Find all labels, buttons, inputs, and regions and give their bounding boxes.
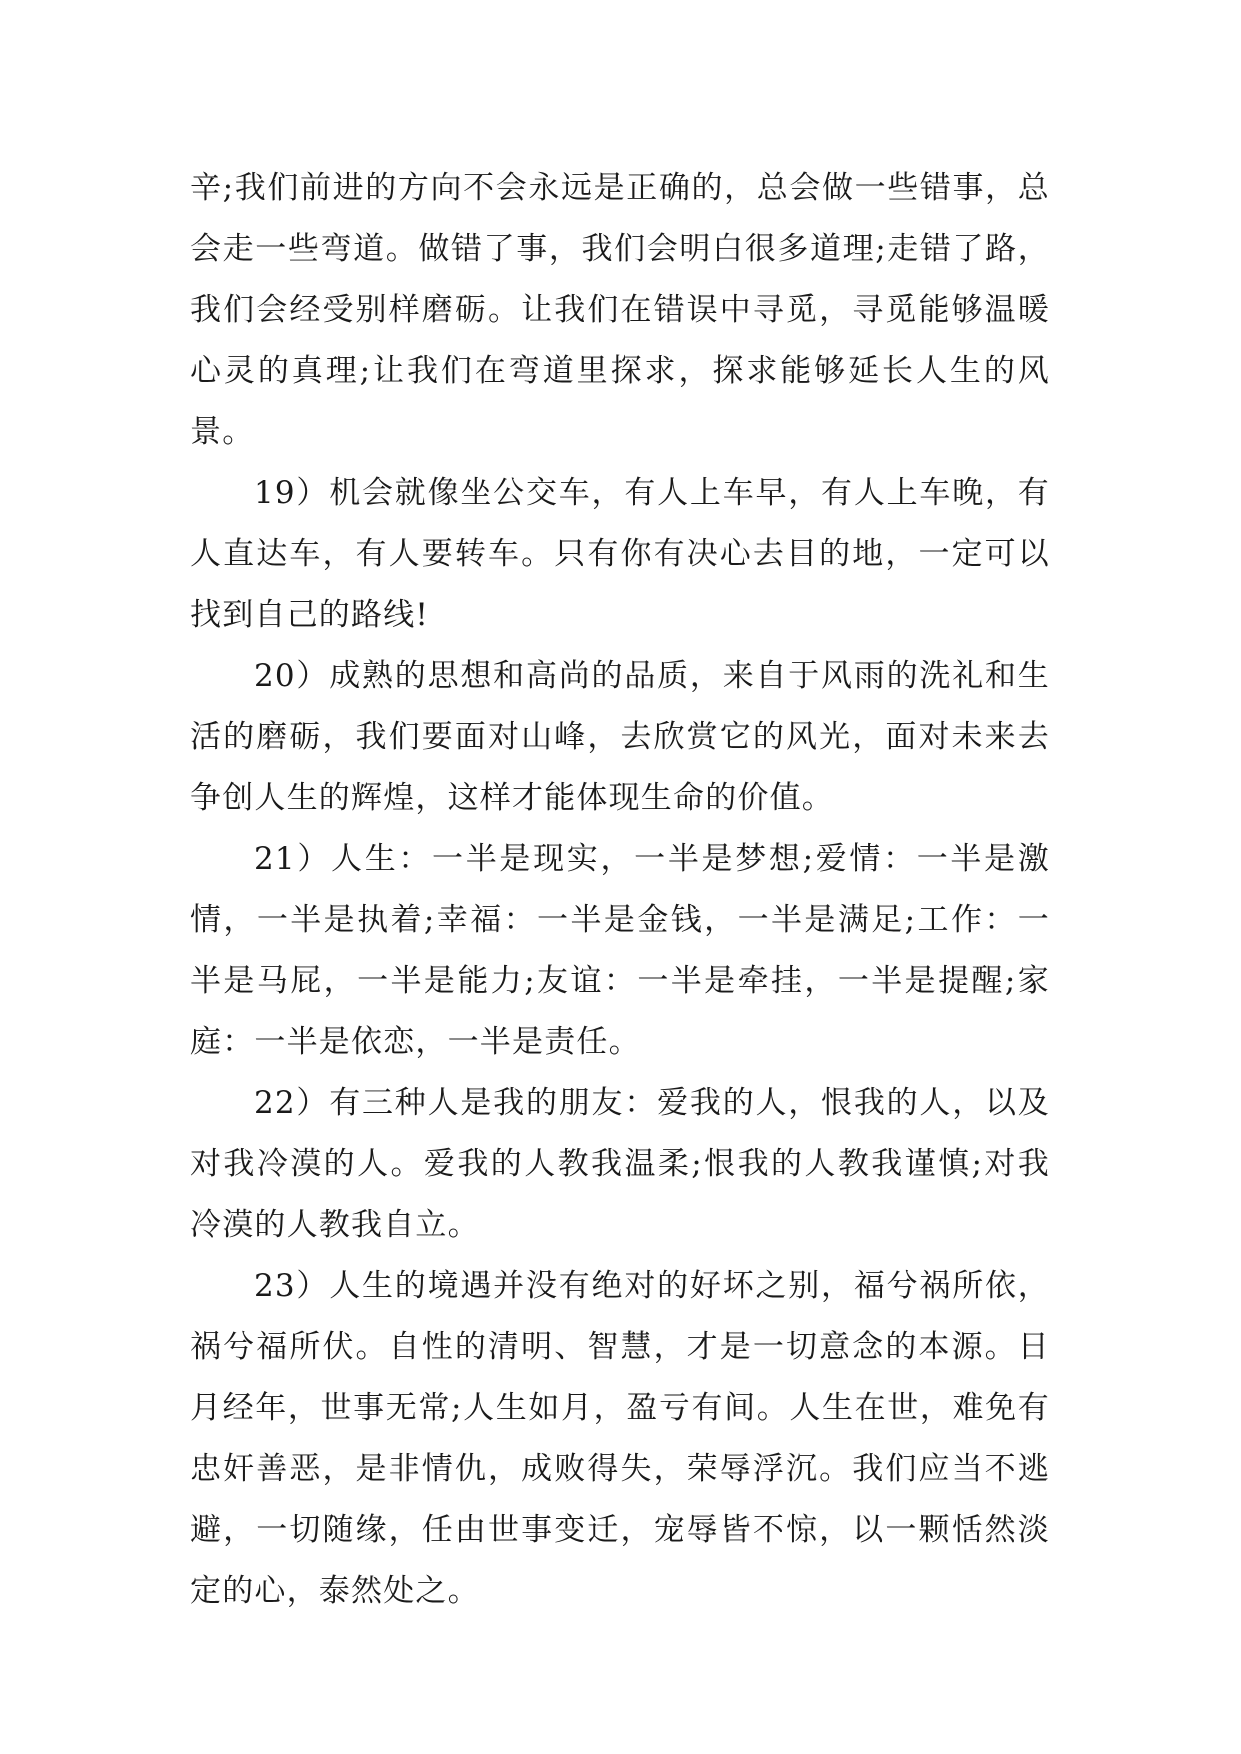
paragraph-continuation: 辛;我们前进的方向不会永远是正确的，总会做一些错事，总会走一些弯道。做错了事，我们会明白很多道理;走错了路，我们会经受别样磨砺。让我们在错误中寻觅，寻觅能够温暖心灵的真理;让我们在弯道里探求，探求能够延长人生的风景。 [190, 170, 1050, 450]
paragraph-22: 22）有三种人是我的朋友：爱我的人，恨我的人，以及对我冷漠的人。爱我的人教我温柔;恨我的人教我谨慎;对我冷漠的人教我自立。 [190, 1085, 1050, 1243]
paragraph-19: 19）机会就像坐公交车，有人上车早，有人上车晚，有人直达车，有人要转车。只有你有决心去目的地，一定可以找到自己的路线! [190, 475, 1050, 633]
paragraph-21: 21）人生：一半是现实，一半是梦想;爱情：一半是激情，一半是执着;幸福：一半是金钱，一半是满足;工作：一半是马屁，一半是能力;友谊：一半是牵挂，一半是提醒;家庭：一半是依恋，一半是责任。 [190, 841, 1050, 1060]
paragraph-20: 20）成熟的思想和高尚的品质，来自于风雨的洗礼和生活的磨砺，我们要面对山峰，去欣赏它的风光，面对未来去争创人生的辉煌，这样才能体现生命的价值。 [190, 658, 1050, 816]
document-body [190, 158, 1050, 1622]
paragraph-23: 23）人生的境遇并没有绝对的好坏之别，福兮祸所依，祸兮福所伏。自性的清明、智慧，才是一切意念的本源。日月经年，世事无常;人生如月，盈亏有间。人生在世，难免有忠奸善恶，是非情仇，成败得失，荣辱浮沉。我们应当不逃避，一切随缘，任由世事变迁，宠辱皆不惊，以一颗恬然淡定的心，泰然处之。 [190, 1268, 1050, 1609]
